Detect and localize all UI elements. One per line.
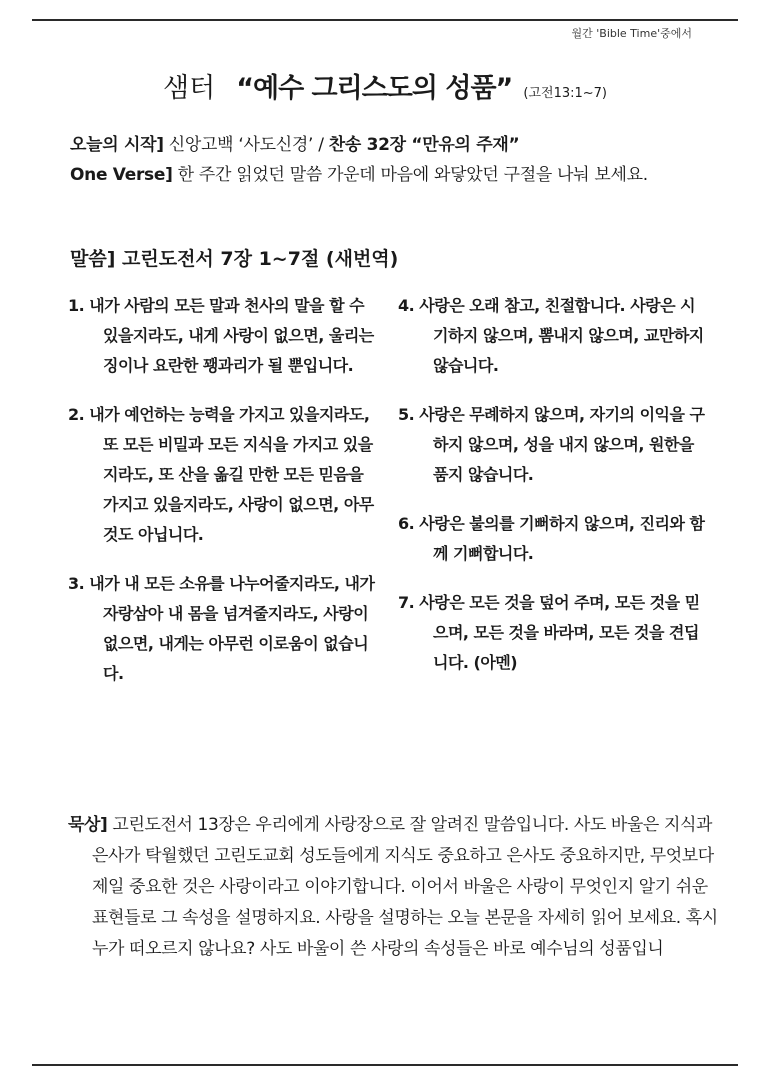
verse-1: 1. 내가 사람의 모든 말과 천사의 말을 할 수 있을지라도, 내게 사랑이 없으면, 울리는 징이나 요란한 꽹과리가 될 뿐입니다. xyxy=(68,296,374,375)
intro-hymn: 찬송 32장 “만유의 주재” xyxy=(328,135,520,155)
intro-one-verse-line xyxy=(70,160,730,185)
meditation-text: 고린도전서 13장은 우리에게 사랑장으로 잘 알려진 말씀입니다. 사도 바울은 지식과 은사가 탁월했던 고린도교회 성도들에게 지식도 중요하고 은사도 중요하지만, 무엇보다 제일 중요한 것은 사랑이라고 이야기합니다. 이어서 바울은 사랑이 무엇인지 알기 쉬운 표현들로 그 속성을 설명하지요. 사랑을 설명하는 오늘 본문을 자세히 읽어 보세요. 혹시 누가 떠오르지 않나요? 사도 바울이 쓴 사랑의 속성들은 바로 예수님의 성품입니 xyxy=(92,815,718,959)
page-title xyxy=(0,66,770,105)
title-main: “예수 그리스도의 성품” xyxy=(236,73,513,104)
verse-3: 3. 내가 내 모든 소유를 나누어줄지라도, 내가 자랑삼아 내 몸을 넘겨줄지라도, 사랑이 없으면, 내게는 아무런 이로움이 없습니다. xyxy=(68,574,375,683)
meditation-label: 묵상] xyxy=(68,815,108,835)
title-prefix: 샘터 xyxy=(162,73,216,104)
verse-5: 5. 사랑은 무례하지 않으며, 자기의 이익을 구하지 않으며, 성을 내지 않으며, 원한을 품지 않습니다. xyxy=(398,405,705,484)
intro-start-line xyxy=(70,130,730,155)
one-verse-text: 한 주간 읽었던 말씀 가운데 마음에 와닿았던 구절을 나눠 보세요. xyxy=(172,165,648,185)
verses-right-column xyxy=(398,291,708,697)
meditation-paragraph xyxy=(68,810,718,965)
one-verse-label: One Verse] xyxy=(70,165,173,185)
source-note: 월간 'Bible Time'중에서 xyxy=(571,27,692,40)
verse-6: 6. 사랑은 불의를 기뻐하지 않으며, 진리와 함께 기뻐합니다. xyxy=(398,514,705,563)
verses-left-column xyxy=(68,291,378,708)
intro-start-label: 오늘의 시작] xyxy=(70,135,164,155)
verse-2: 2. 내가 예언하는 능력을 가지고 있을지라도, 또 모든 비밀과 모든 지식을 가지고 있을지라도, 또 산을 옮길 만한 모든 믿음을 가지고 있을지라도, 사랑이 없으면, 아무것도 아닙니다. xyxy=(68,405,374,544)
top-rule xyxy=(32,19,738,21)
verse-4: 4. 사랑은 오래 참고, 친절합니다. 사랑은 시기하지 않으며, 뽐내지 않으며, 교만하지 않습니다. xyxy=(398,296,704,375)
meditation-section xyxy=(68,810,718,965)
bottom-rule xyxy=(32,1064,738,1066)
scripture-heading: 말씀] 고린도전서 7장 1~7절 (새번역) xyxy=(70,248,399,270)
title-reference: (고전13:1~7) xyxy=(523,86,607,101)
verse-7: 7. 사랑은 모든 것을 덮어 주며, 모든 것을 믿으며, 모든 것을 바라며, 모든 것을 견딥니다. (아멘) xyxy=(398,593,700,672)
intro-creed: 신앙고백 ‘사도신경’ / xyxy=(163,135,329,155)
